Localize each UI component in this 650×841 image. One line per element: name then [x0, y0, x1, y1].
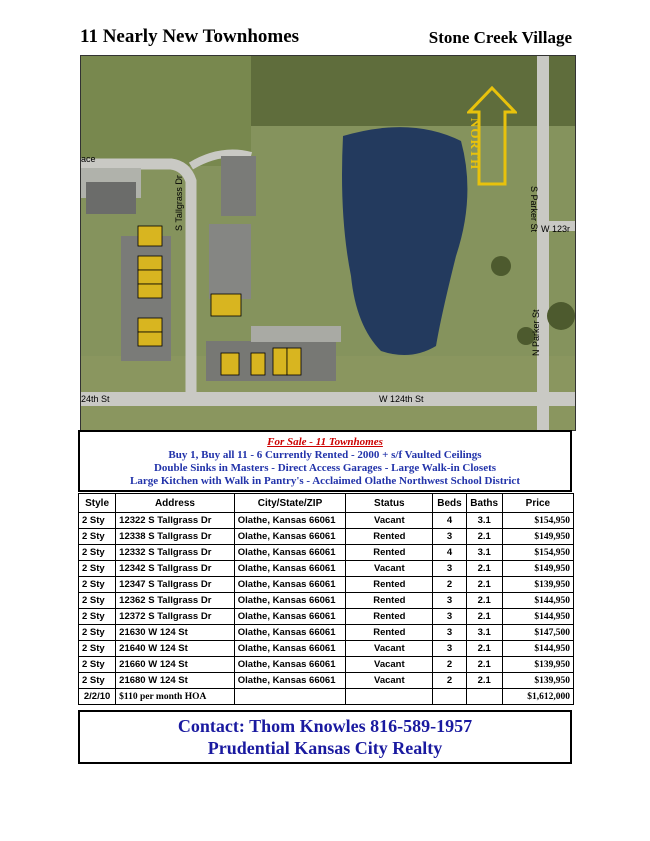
- table-cell: 3: [433, 561, 466, 577]
- table-cell: 2: [433, 657, 466, 673]
- table-cell: Olathe, Kansas 66061: [234, 529, 345, 545]
- table-cell: 12347 S Tallgrass Dr: [116, 577, 235, 593]
- col-status: Status: [346, 494, 433, 513]
- table-cell: 2.1: [466, 561, 502, 577]
- table-cell: Rented: [346, 545, 433, 561]
- table-cell: 3: [433, 625, 466, 641]
- table-cell: Vacant: [346, 673, 433, 689]
- table-cell: 2.1: [466, 641, 502, 657]
- table-cell: $147,500: [502, 625, 573, 641]
- table-cell: Olathe, Kansas 66061: [234, 513, 345, 529]
- table-cell: 12362 S Tallgrass Dr: [116, 593, 235, 609]
- table-cell: Olathe, Kansas 66061: [234, 625, 345, 641]
- footer-empty: [234, 689, 345, 705]
- table-cell: Rented: [346, 577, 433, 593]
- table-cell: $139,950: [502, 673, 573, 689]
- table-cell: Olathe, Kansas 66061: [234, 609, 345, 625]
- table-cell: Vacant: [346, 513, 433, 529]
- table-cell: $144,950: [502, 593, 573, 609]
- table-cell: Olathe, Kansas 66061: [234, 673, 345, 689]
- table-cell: 2.1: [466, 609, 502, 625]
- footer-hoa: $110 per month HOA: [116, 689, 235, 705]
- table-cell: Olathe, Kansas 66061: [234, 641, 345, 657]
- table-cell: 2 Sty: [79, 673, 116, 689]
- table-row: [79, 673, 574, 689]
- footer-empty: [346, 689, 433, 705]
- contact-line-1: Contact: Thom Knowles 816-589-1957: [177, 716, 473, 736]
- map-label-parker-n: N Parker St: [531, 309, 541, 356]
- footer-empty: [466, 689, 502, 705]
- table-row: [79, 545, 574, 561]
- table-cell: Rented: [346, 593, 433, 609]
- table-cell: $149,950: [502, 529, 573, 545]
- table-cell: Vacant: [346, 561, 433, 577]
- map-label-124th-left: 24th St: [81, 394, 110, 404]
- table-cell: 12322 S Tallgrass Dr: [116, 513, 235, 529]
- table-cell: Rented: [346, 625, 433, 641]
- table-cell: 2: [433, 673, 466, 689]
- table-cell: $144,950: [502, 641, 573, 657]
- table-row: [79, 561, 574, 577]
- table-cell: Olathe, Kansas 66061: [234, 657, 345, 673]
- table-cell: 3.1: [466, 545, 502, 561]
- listing-table: [78, 493, 574, 705]
- table-cell: Rented: [346, 609, 433, 625]
- table-cell: $149,950: [502, 561, 573, 577]
- contact-box: [78, 710, 572, 764]
- table-cell: 12372 S Tallgrass Dr: [116, 609, 235, 625]
- table-cell: 2 Sty: [79, 641, 116, 657]
- table-row: [79, 657, 574, 673]
- map-label-w123: W 123r: [541, 224, 571, 234]
- table-cell: 3: [433, 641, 466, 657]
- table-cell: 2 Sty: [79, 545, 116, 561]
- table-cell: 12338 S Tallgrass Dr: [116, 529, 235, 545]
- for-sale-heading: For Sale - 11 Townhomes: [267, 436, 383, 448]
- table-cell: 3: [433, 609, 466, 625]
- col-city: City/State/ZIP: [234, 494, 345, 513]
- table-cell: 21660 W 124 St: [116, 657, 235, 673]
- table-footer-row: [79, 689, 574, 705]
- table-cell: Vacant: [346, 641, 433, 657]
- table-cell: 4: [433, 545, 466, 561]
- aerial-map: [80, 55, 576, 431]
- table-cell: 2 Sty: [79, 529, 116, 545]
- table-cell: 4: [433, 513, 466, 529]
- footer-total: $1,612,000: [502, 689, 573, 705]
- table-cell: $154,950: [502, 513, 573, 529]
- table-header-row: [79, 494, 574, 513]
- header-left-title: 11 Nearly New Townhomes: [80, 26, 300, 47]
- col-baths: Baths: [466, 494, 502, 513]
- table-row: [79, 513, 574, 529]
- table-cell: Olathe, Kansas 66061: [234, 545, 345, 561]
- info-line-3: Large Kitchen with Walk in Pantry's - Acclaimed Olathe Northwest School District: [130, 475, 520, 487]
- map-label-tallgrass: S Tallgrass Dr: [174, 175, 184, 231]
- table-cell: 2.1: [466, 577, 502, 593]
- table-cell: 2 Sty: [79, 657, 116, 673]
- map-label-place: ace: [81, 154, 96, 164]
- table-cell: 2 Sty: [79, 625, 116, 641]
- col-price: Price: [502, 494, 573, 513]
- col-beds: Beds: [433, 494, 466, 513]
- table-cell: 2.1: [466, 593, 502, 609]
- table-cell: 2 Sty: [79, 561, 116, 577]
- table-cell: 21680 W 124 St: [116, 673, 235, 689]
- table-row: [79, 593, 574, 609]
- table-cell: 3: [433, 529, 466, 545]
- map-label-parker-s: S Parker St: [529, 186, 539, 233]
- table-cell: 2: [433, 577, 466, 593]
- table-cell: 2.1: [466, 529, 502, 545]
- map-label-124th: W 124th St: [379, 394, 424, 404]
- table-row: [79, 625, 574, 641]
- info-box: [78, 430, 572, 492]
- table-cell: 3: [433, 593, 466, 609]
- info-line-1: Buy 1, Buy all 11 - 6 Currently Rented - 2000 + s/f Vaulted Ceilings: [168, 449, 482, 461]
- table-cell: 2.1: [466, 657, 502, 673]
- col-style: Style: [79, 494, 116, 513]
- table-cell: Olathe, Kansas 66061: [234, 577, 345, 593]
- table-cell: 12332 S Tallgrass Dr: [116, 545, 235, 561]
- table-cell: Olathe, Kansas 66061: [234, 561, 345, 577]
- table-cell: $144,950: [502, 609, 573, 625]
- table-cell: $154,950: [502, 545, 573, 561]
- table-cell: 21640 W 124 St: [116, 641, 235, 657]
- table-row: [79, 529, 574, 545]
- table-cell: 2.1: [466, 673, 502, 689]
- north-label: NORTH: [468, 118, 483, 171]
- col-address: Address: [116, 494, 235, 513]
- table-cell: $139,950: [502, 577, 573, 593]
- footer-empty: [433, 689, 466, 705]
- table-cell: 3.1: [466, 625, 502, 641]
- table-row: [79, 641, 574, 657]
- header-right-title: Stone Creek Village: [428, 28, 572, 47]
- table-cell: 21630 W 124 St: [116, 625, 235, 641]
- info-line-2: Double Sinks in Masters - Direct Access Garages - Large Walk-in Closets: [153, 462, 497, 474]
- contact-line-2: Prudential Kansas City Realty: [207, 738, 443, 758]
- table-cell: Rented: [346, 529, 433, 545]
- table-row: [79, 609, 574, 625]
- table-cell: 2 Sty: [79, 609, 116, 625]
- table-cell: $139,950: [502, 657, 573, 673]
- table-cell: Vacant: [346, 657, 433, 673]
- table-cell: 2 Sty: [79, 513, 116, 529]
- table-cell: 3.1: [466, 513, 502, 529]
- table-row: [79, 577, 574, 593]
- footer-date: 2/2/10: [79, 689, 116, 705]
- table-cell: Olathe, Kansas 66061: [234, 593, 345, 609]
- table-cell: 2 Sty: [79, 577, 116, 593]
- table-cell: 12342 S Tallgrass Dr: [116, 561, 235, 577]
- table-cell: 2 Sty: [79, 593, 116, 609]
